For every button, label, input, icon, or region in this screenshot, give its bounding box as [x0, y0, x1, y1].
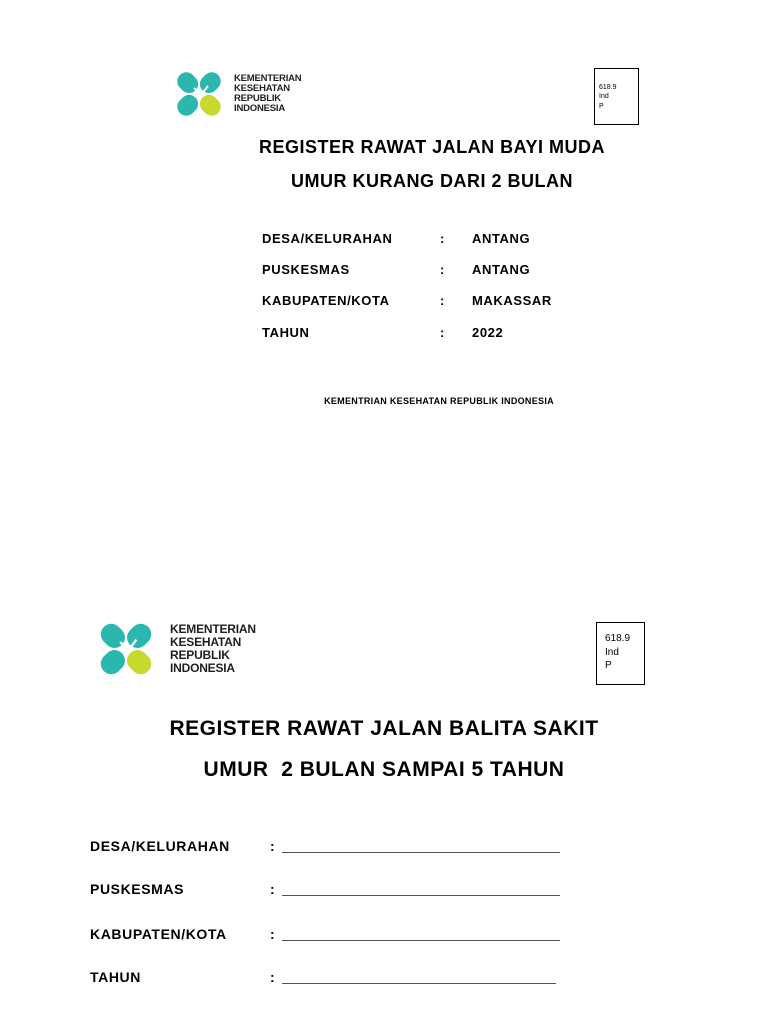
field-colon: : — [440, 262, 445, 277]
field-label: TAHUN — [90, 969, 141, 985]
field-colon: : — [270, 881, 276, 897]
call-number-line: P — [605, 660, 612, 671]
field-label: PUSKESMAS — [90, 881, 185, 897]
fill-in-line — [282, 940, 560, 941]
field-value: ANTANG — [472, 262, 531, 277]
page1-footer: KEMENTRIAN KESEHATAN REPUBLIK INDONESIA — [324, 396, 554, 406]
page1-title-line1: REGISTER RAWAT JALAN BAYI MUDA — [258, 137, 606, 157]
field-label: PUSKESMAS — [262, 262, 350, 277]
logo-line: KEMENTERIAN — [170, 622, 256, 637]
logo-line: KESEHATAN — [170, 635, 242, 650]
field-label: DESA/KELURAHAN — [262, 231, 393, 246]
field-label: KABUPATEN/KOTA — [90, 926, 227, 942]
call-number-line: P — [599, 102, 604, 110]
page1-title-line2: UMUR KURANG DARI 2 BULAN — [291, 171, 573, 191]
page1-call-number-box — [594, 68, 639, 125]
page1-field-tahun — [262, 325, 503, 340]
field-colon: : — [270, 969, 276, 985]
page1-field-puskesmas — [262, 262, 530, 277]
field-colon: : — [440, 231, 445, 246]
field-colon: : — [270, 838, 276, 854]
page2-logo — [90, 612, 256, 686]
page2-field-kabupaten — [90, 926, 560, 942]
call-number-line: Ind — [599, 93, 609, 101]
page2-call-number-box — [596, 622, 645, 685]
field-colon: : — [270, 926, 276, 942]
page2-title-line2: UMUR 2 BULAN SAMPAI 5 TAHUN — [203, 758, 565, 781]
page2-logo-text — [170, 623, 256, 675]
page2-field-tahun — [90, 969, 556, 985]
fill-in-line — [282, 895, 560, 896]
logo-line: KESEHATAN — [234, 82, 290, 94]
field-colon: : — [440, 325, 445, 340]
logo-line: REPUBLIK — [234, 93, 281, 104]
field-value: 2022 — [472, 325, 504, 340]
page2-field-desa — [90, 838, 560, 854]
logo-line: REPUBLIK — [170, 648, 230, 662]
page1-logo-text — [234, 74, 301, 115]
fill-in-line — [282, 983, 556, 984]
field-colon: : — [440, 293, 445, 308]
page2-title-line1: REGISTER RAWAT JALAN BALITA SAKIT — [169, 717, 599, 740]
field-label: DESA/KELURAHAN — [90, 838, 230, 854]
kemenkes-logo-icon — [90, 612, 162, 686]
logo-line: INDONESIA — [170, 660, 235, 675]
page2-field-puskesmas — [90, 881, 560, 897]
call-number-line: Ind — [605, 646, 619, 658]
call-number-line: 618.9 — [605, 633, 631, 644]
kemenkes-logo-icon — [168, 64, 230, 124]
page1-field-kabupaten — [262, 293, 552, 308]
page1-logo — [168, 64, 301, 124]
logo-line: INDONESIA — [234, 103, 285, 115]
call-number-line: 618.9 — [599, 84, 617, 91]
field-value: ANTANG — [472, 231, 531, 246]
page1-field-desa — [262, 231, 530, 246]
field-label: TAHUN — [262, 325, 310, 340]
field-value: MAKASSAR — [472, 293, 552, 308]
fill-in-line — [282, 852, 560, 853]
logo-line: KEMENTERIAN — [234, 72, 302, 84]
field-label: KABUPATEN/KOTA — [262, 293, 390, 308]
